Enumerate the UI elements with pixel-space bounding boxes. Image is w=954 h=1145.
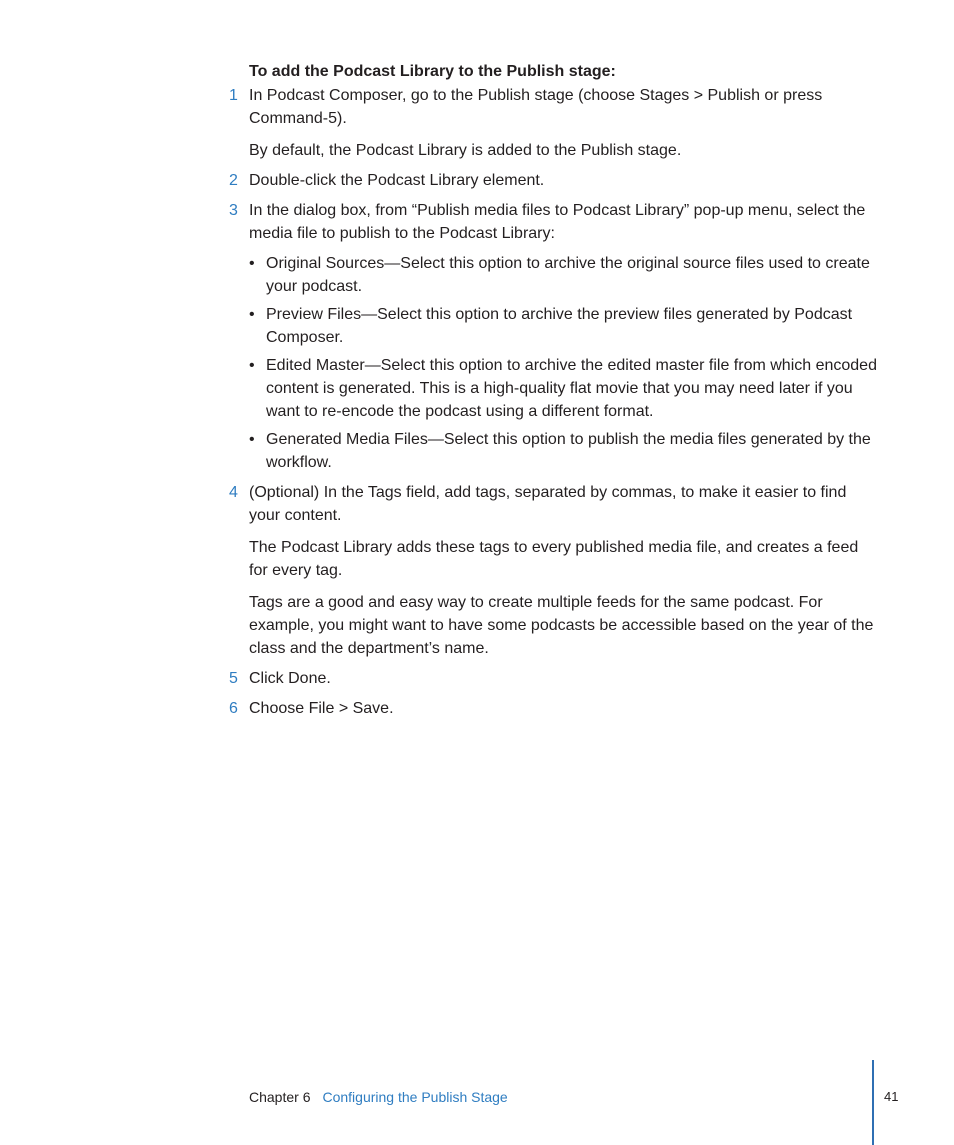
step-number: 5 [229,670,238,687]
step-1 [229,84,879,130]
step-text: Click Done. [249,670,331,687]
list-item [249,354,879,423]
step-4-note: Tags are a good and easy way to create multiple feeds for the same podcast. For example, you might want to have some podcasts be accessible based on the year of the class and the department’s name. [249,594,874,657]
bullet-icon: • [249,357,255,374]
step-text: Choose File > Save. [249,700,394,717]
options-list [249,252,879,474]
bullet-icon: • [249,431,255,448]
step-number: 2 [229,172,238,189]
step-1-note: By default, the Podcast Library is added to the Publish stage. [249,142,682,159]
step-text: Double-click the Podcast Library element. [249,172,545,189]
list-item [249,303,879,349]
step-number: 3 [229,202,238,219]
step-6 [229,697,879,720]
step-4-note: The Podcast Library adds these tags to every published media file, and creates a feed for every tag. [249,539,859,579]
list-item [249,252,879,298]
footer-chapter: Chapter 6 [249,1089,311,1105]
document-body [229,60,879,720]
step-text: In the dialog box, from “Publish media files to Podcast Library” pop-up menu, select the media file to publish to the Podcast Library: [249,202,866,242]
bullet-icon: • [249,306,255,323]
page-footer [249,1088,508,1106]
step-number: 4 [229,484,238,501]
footer-chapter-title: Configuring the Publish Stage [322,1089,508,1105]
list-item-text: Original Sources—Select this option to archive the original source files used to create your podcast. [266,255,870,295]
footer-divider [872,1060,874,1145]
step-2 [229,169,879,192]
step-4 [229,481,879,527]
list-item-text: Edited Master—Select this option to archive the edited master file from which encoded content is generated. This is a high-quality flat movie that you may need later if you want to re-encode the podcast using a different format. [266,357,877,420]
step-text: In Podcast Composer, go to the Publish stage (choose Stages > Publish or press Command-5). [249,87,823,127]
step-number: 6 [229,700,238,717]
bullet-icon: • [249,255,255,272]
list-item-text: Generated Media Files—Select this option to publish the media files generated by the workflow. [266,431,871,471]
page-number: 41 [884,1089,899,1104]
list-item-text: Preview Files—Select this option to archive the preview files generated by Podcast Composer. [266,306,853,346]
list-item [249,428,879,474]
step-5 [229,667,879,690]
step-3 [229,199,879,245]
procedure-heading: To add the Podcast Library to the Publish stage: [249,63,616,80]
step-text: (Optional) In the Tags field, add tags, separated by commas, to make it easier to find your content. [249,484,847,524]
step-number: 1 [229,87,238,104]
